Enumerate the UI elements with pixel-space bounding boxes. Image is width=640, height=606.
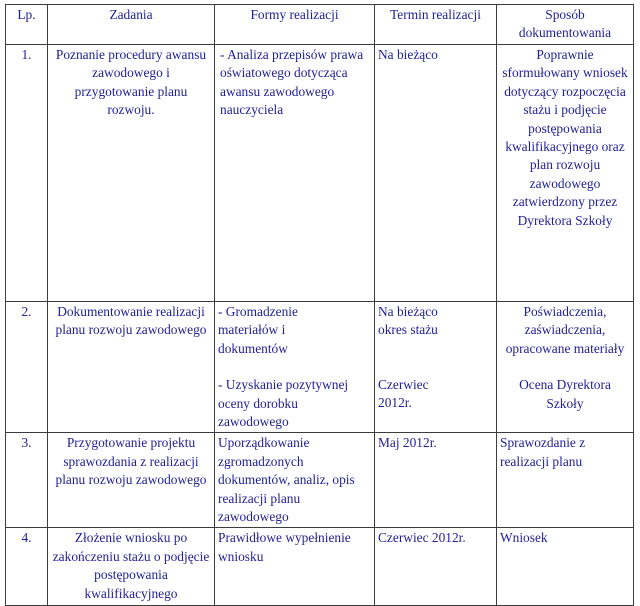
development-plan-table [5, 4, 634, 606]
documentation-text: Poświadczenia, zaświadczenia, opracowane materiały [505, 304, 625, 356]
form-text: - Gromadzenie materiałów i dokumentów [218, 304, 298, 356]
form-cell [215, 433, 375, 528]
documentation-cell [497, 45, 634, 302]
deadline-text: Czerwiec 2012r. [378, 376, 429, 411]
documentation-text: Sprawozdanie z realizacji planu [500, 435, 586, 469]
deadline-text: Na bieżąco okres stażu [378, 304, 438, 338]
table-row [6, 433, 634, 528]
documentation-cell [497, 528, 634, 606]
form-text: - Uzyskanie pozytywnej oceny dorobku zawodowego [218, 377, 349, 430]
deadline-cell [375, 528, 497, 606]
form-text: - Analiza przepisów prawa oświatowego dotycząca awansu zawodowego nauczyciela [220, 47, 364, 118]
documentation-text: Ocena Dyrektora Szkoły [519, 377, 611, 411]
form-cell [215, 302, 375, 433]
header-formy-realizacji: Formy realizacji [215, 5, 375, 45]
form-text: Uporządkowanie zgromadzonych dokumentów, analiz, opis realizacji planu zawodowego [218, 435, 355, 525]
header-termin-realizacji: Termin realizacji [375, 5, 497, 45]
task-cell: Przygotowanie projektu sprawozdania z realizacji planu rozwoju zawodowego [48, 433, 215, 528]
task-cell: Dokumentowanie realizacji planu rozwoju zawodowego [48, 302, 215, 433]
row-number: 1. [6, 45, 48, 302]
form-cell [215, 528, 375, 606]
deadline-text: Maj 2012r. [378, 435, 437, 451]
deadline-cell [375, 302, 497, 433]
row-number: 3. [6, 433, 48, 528]
task-cell: Poznanie procedury awansu zawodowego i przygotowanie planu rozwoju. [48, 45, 215, 302]
form-text: Prawidłowe wypełnienie wniosku [218, 530, 351, 564]
row-number: 2. [6, 302, 48, 433]
header-lp: Lp. [6, 5, 48, 45]
header-sposob-dokumentowania: Sposób dokumentowania [497, 5, 634, 45]
table-row [6, 302, 634, 433]
documentation-cell [497, 302, 634, 433]
table-row [6, 528, 634, 606]
deadline-text: Na bieżąco [378, 47, 438, 62]
form-cell [215, 45, 375, 302]
table-row [6, 45, 634, 302]
deadline-text: Czerwiec 2012r. [378, 530, 466, 546]
documentation-cell [497, 433, 634, 528]
deadline-cell [375, 433, 497, 528]
header-zadania: Zadania [48, 5, 215, 45]
header-row [6, 5, 634, 45]
documentation-text: Poprawnie sformułowany wniosek dotyczący rozpoczęcia stażu i podjęcie postępowania kwalifikacyjnego oraz plan rozwoju zawodowego zatwierdzony przez Dyrektora Szkoły [502, 47, 628, 228]
row-number: 4. [6, 528, 48, 606]
documentation-text: Wniosek [500, 530, 548, 546]
task-cell: Złożenie wniosku po zakończeniu stażu o podjęcie postępowania kwalifikacyjnego [48, 528, 215, 606]
deadline-cell [375, 45, 497, 302]
